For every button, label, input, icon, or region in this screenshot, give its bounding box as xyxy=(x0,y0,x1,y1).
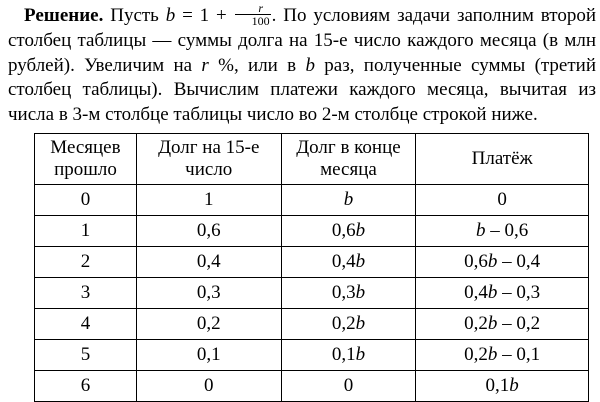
header-months-passed: Месяцев прошло xyxy=(35,134,137,185)
table-row xyxy=(35,309,589,340)
cell-payment: b – 0,6 xyxy=(416,216,589,247)
cell-months: 0 xyxy=(35,185,137,216)
cell-debt-end: 0 xyxy=(281,371,416,402)
cell-debt-end: 0,4b xyxy=(281,247,416,278)
table-row xyxy=(35,371,589,402)
solution-text xyxy=(8,1,597,127)
cell-debt-end: 0,1b xyxy=(281,340,416,371)
table-row xyxy=(35,278,589,309)
header-debt-end-of-month: Долг в конце месяца xyxy=(281,134,416,185)
text-part-3: %, или в xyxy=(208,54,306,76)
equals-expression: = 1 + xyxy=(175,5,234,26)
cell-debt-15th: 0,4 xyxy=(136,247,281,278)
variable-b: b xyxy=(165,5,176,26)
cell-months: 6 xyxy=(35,371,137,402)
cell-debt-end: 0,2b xyxy=(281,309,416,340)
cell-debt-15th: 0,1 xyxy=(136,340,281,371)
table-body xyxy=(35,185,589,402)
cell-payment: 0,1b xyxy=(416,371,589,402)
cell-debt-end: 0,3b xyxy=(281,278,416,309)
cell-payment: 0,6b – 0,4 xyxy=(416,247,589,278)
text-part-1: Пусть xyxy=(103,5,166,26)
cell-debt-end: b xyxy=(281,185,416,216)
fraction-r-over-100 xyxy=(235,2,271,27)
cell-debt-15th: 0 xyxy=(136,371,281,402)
cell-months: 3 xyxy=(35,278,137,309)
cell-debt-15th: 1 xyxy=(136,185,281,216)
cell-debt-15th: 0,6 xyxy=(136,216,281,247)
cell-payment: 0,4b – 0,3 xyxy=(416,278,589,309)
text-part-2: . По условиям задачи заполним второй столбец таблицы — суммы долга на 15-е число каждого месяца (в млн рублей). Увеличим на xyxy=(8,5,596,76)
cell-debt-15th: 0,2 xyxy=(136,309,281,340)
cell-months: 1 xyxy=(35,216,137,247)
fraction-denominator: 100 xyxy=(251,14,270,29)
variable-b-2: b xyxy=(305,54,315,76)
cell-payment: 0,2b – 0,2 xyxy=(416,309,589,340)
header-debt-on-15th: Долг на 15-е число xyxy=(136,134,281,185)
table-row xyxy=(35,340,589,371)
variable-r: r xyxy=(201,54,209,76)
cell-payment: 0 xyxy=(416,185,589,216)
header-payment: Платёж xyxy=(416,134,589,185)
cell-payment: 0,2b – 0,1 xyxy=(416,340,589,371)
cell-months: 2 xyxy=(35,247,137,278)
cell-months: 4 xyxy=(35,309,137,340)
table-row xyxy=(35,185,589,216)
solution-paragraph xyxy=(8,1,597,127)
table-row xyxy=(35,247,589,278)
table-row xyxy=(35,216,589,247)
fraction-numerator: r xyxy=(235,2,271,15)
cell-debt-15th: 0,3 xyxy=(136,278,281,309)
cell-debt-end: 0,6b xyxy=(281,216,416,247)
cell-months: 5 xyxy=(35,340,137,371)
text-part-4: раз, полученные суммы (третий столбец таблицы). Вычислим платежи каждого месяца, вычитая из числа в 3-м столбце таблицы число во 2-м столбце строкой ниже. xyxy=(8,54,597,125)
solution-lead: Решение. xyxy=(24,5,104,26)
table-header-row xyxy=(35,134,589,185)
debt-schedule-table xyxy=(34,133,589,402)
